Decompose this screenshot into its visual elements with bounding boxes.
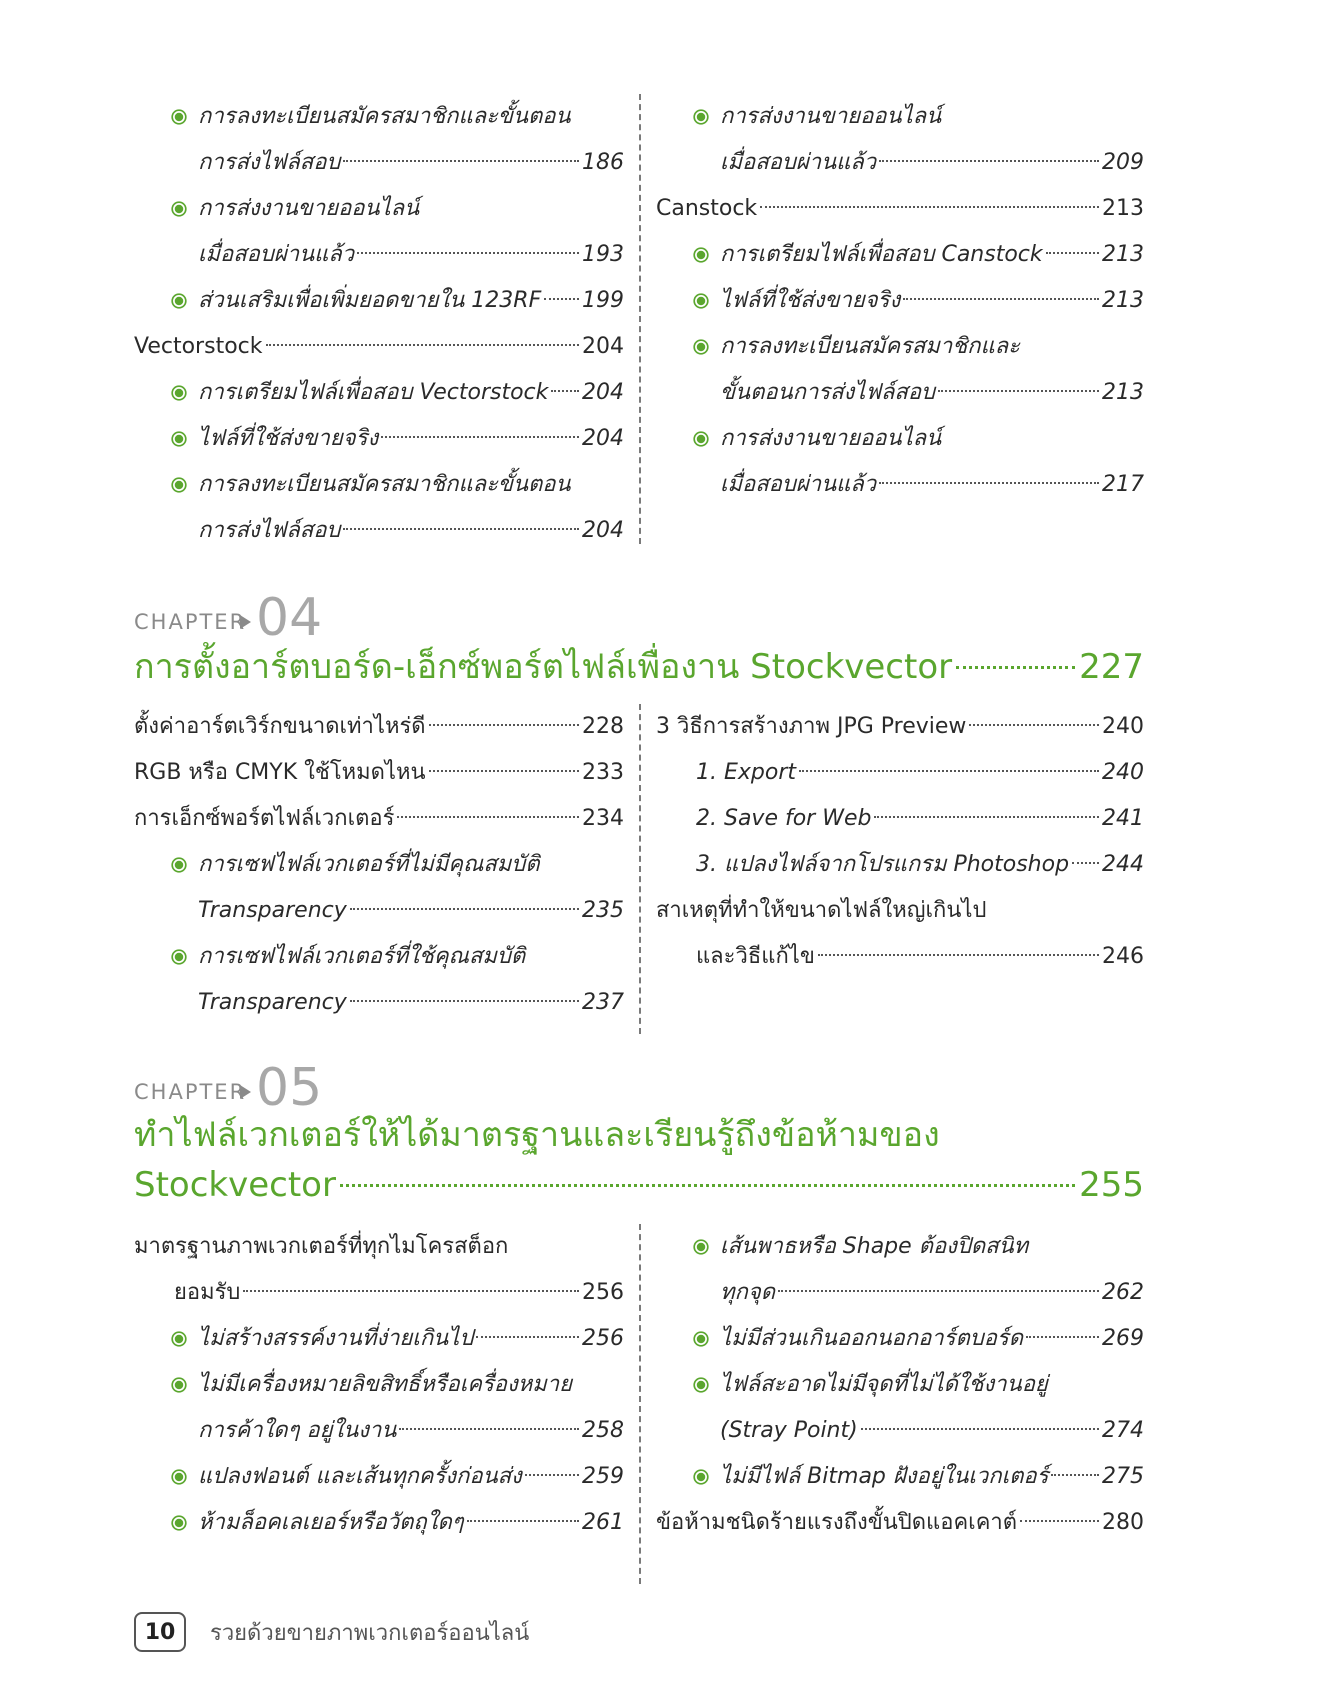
bullet-icon: [174, 94, 192, 140]
dot-leader: [879, 482, 1099, 484]
bullet-icon: [696, 1224, 714, 1270]
toc-entry-page: 233: [582, 760, 624, 785]
toc-entry[interactable]: [696, 934, 1144, 980]
toc-entry-title: ไม่มีส่วนเกินออกนอกอาร์ตบอร์ด: [720, 1326, 1024, 1351]
toc-entry[interactable]: [720, 1224, 1144, 1270]
toc-entry-title: (Stray Point): [720, 1418, 858, 1443]
dot-leader: [399, 1428, 579, 1430]
toc-entry-page: 204: [582, 334, 624, 359]
toc-entry[interactable]: [174, 1270, 624, 1316]
dot-leader: [476, 1336, 579, 1338]
toc-entry[interactable]: [720, 1316, 1144, 1362]
toc-entry[interactable]: [656, 1500, 1144, 1546]
dot-leader: [969, 724, 1099, 726]
toc-entry[interactable]: [198, 416, 624, 462]
toc-entry-title: แปลงฟอนต์ และเส้นทุกครั้งก่อนส่ง: [198, 1464, 522, 1489]
toc-entry-page: 204: [582, 380, 624, 405]
toc-entry-title: การส่งงานขายออนไลน์: [720, 426, 942, 451]
toc-entry-title: ไม่มีเครื่องหมายลิขสิทธิ์หรือเครื่องหมาย: [198, 1372, 572, 1397]
bullet-icon: [696, 278, 714, 324]
toc-entry-page: 240: [1102, 760, 1144, 785]
bullet-icon: [696, 1316, 714, 1362]
toc-entry-title: การส่งไฟล์สอบ: [198, 150, 341, 175]
toc-entry-page: 213: [1102, 242, 1144, 267]
bullet-icon: [696, 1454, 714, 1500]
toc-section-continued: [134, 94, 1144, 554]
toc-entry-page: 228: [582, 714, 624, 739]
toc-entry-title: การเตรียมไฟล์เพื่อสอบ Vectorstock: [198, 380, 549, 405]
dot-leader: [874, 816, 1099, 818]
chapter-label: CHAPTER: [134, 610, 247, 634]
toc-entry[interactable]: [656, 186, 1144, 232]
chapter-04: [134, 588, 1144, 1015]
toc-entry-title: ส่วนเสริมเพื่อเพิ่มยอดขายใน 123RF: [198, 288, 542, 313]
toc-entry[interactable]: [198, 1362, 624, 1408]
dot-leader: [525, 1474, 579, 1476]
dot-leader: [340, 1184, 1075, 1187]
chapter-number: 04: [256, 588, 323, 648]
book-title: รวยด้วยขายภาพเวกเตอร์ออนไลน์: [210, 1620, 530, 1646]
toc-entry-page: 246: [1102, 944, 1144, 969]
chapter-arrow-icon: [240, 615, 251, 629]
toc-entry-page: 244: [1102, 852, 1144, 877]
toc-entry-title: Transparency: [198, 990, 347, 1015]
toc-entry[interactable]: [720, 94, 1144, 140]
toc-entry-page: 193: [582, 242, 624, 267]
toc-entry-page: 269: [1102, 1326, 1144, 1351]
toc-entry-title: การลงทะเบียนสมัครสมาชิกและขั้นตอน: [198, 472, 571, 497]
toc-entry[interactable]: [656, 704, 1144, 750]
toc-entry[interactable]: [720, 140, 1144, 186]
toc-entry-title: ห้ามล็อคเลเยอร์หรือวัตถุใดๆ: [198, 1510, 464, 1535]
toc-entry-title: 3. แปลงไฟล์จากโปรแกรม Photoshop: [696, 852, 1070, 877]
toc-entry-title: ไม่มีไฟล์ Bitmap ฝังอยู่ในเวกเตอร์: [720, 1464, 1049, 1489]
toc-entry-title: ไฟล์ที่ใช้ส่งขายจริง: [198, 426, 379, 451]
chapter-number: 05: [256, 1058, 323, 1118]
toc-entry-title: การลงทะเบียนสมัครสมาชิกและขั้นตอน: [198, 104, 571, 129]
toc-entry-title: มาตรฐานภาพเวกเตอร์ที่ทุกไมโครสต็อก: [134, 1234, 509, 1259]
toc-entry-title: การส่งงานขายออนไลน์: [198, 196, 420, 221]
chapter-label: CHAPTER: [134, 1080, 247, 1104]
toc-entry-page: 213: [1102, 196, 1144, 221]
toc-entry[interactable]: [198, 1500, 624, 1546]
dot-leader: [266, 344, 580, 346]
bullet-icon: [174, 1362, 192, 1408]
dot-leader: [760, 206, 1099, 208]
chapter-title-row[interactable]: [134, 1162, 1144, 1208]
toc-entry-title: การเซฟไฟล์เวกเตอร์ที่ใช้คุณสมบัติ: [198, 944, 526, 969]
toc-entry-title: Canstock: [656, 196, 758, 221]
toc-entry-title: RGB หรือ CMYK ใช้โหมดไหน: [134, 760, 426, 785]
toc-entry[interactable]: [198, 1454, 624, 1500]
dot-leader: [544, 298, 579, 300]
toc-entry[interactable]: [134, 750, 624, 796]
toc-entry[interactable]: [134, 324, 624, 370]
dot-leader: [1072, 862, 1099, 864]
dot-leader: [818, 954, 1099, 956]
toc-entry-page: 213: [1102, 380, 1144, 405]
dot-leader: [799, 770, 1099, 772]
toc-entry-page: 237: [582, 990, 624, 1015]
dot-leader: [429, 770, 579, 772]
dot-leader: [551, 390, 579, 392]
toc-entry[interactable]: [198, 1408, 624, 1454]
dot-leader: [861, 1428, 1099, 1430]
toc-entry[interactable]: [134, 796, 624, 842]
bullet-icon: [174, 1454, 192, 1500]
bullet-icon: [696, 232, 714, 278]
toc-entry[interactable]: [134, 1224, 624, 1270]
toc-entry-title: การค้าใดๆ อยู่ในงาน: [198, 1418, 397, 1443]
dot-leader: [1046, 252, 1099, 254]
toc-entry-title: ตั้งค่าอาร์ตเวิร์กขนาดเท่าไหร่ดี: [134, 714, 426, 739]
chapter-page: 227: [1079, 647, 1144, 687]
toc-entry[interactable]: [198, 278, 624, 324]
toc-entry-page: 199: [582, 288, 624, 313]
toc-entry-title: เมื่อสอบผ่านแล้ว: [720, 472, 877, 497]
toc-entry[interactable]: [198, 462, 624, 508]
toc-entry-title: ข้อห้ามชนิดร้ายแรงถึงขั้นปิดแอคเคาต์: [656, 1510, 1018, 1535]
toc-entry[interactable]: [720, 1270, 1144, 1316]
chapter-title: การตั้งอาร์ตบอร์ด-เอ็กซ์พอร์ตไฟล์เพื่องาน Stockvector: [134, 647, 953, 687]
toc-entry[interactable]: [720, 232, 1144, 278]
toc-entry[interactable]: [696, 750, 1144, 796]
toc-entry-title: Vectorstock: [134, 334, 263, 359]
page-number: 10: [134, 1612, 186, 1652]
toc-entry-page: 234: [582, 806, 624, 831]
dot-leader: [357, 252, 579, 254]
toc-entry-page: 258: [582, 1418, 624, 1443]
toc-entry-title: การส่งไฟล์สอบ: [198, 518, 341, 543]
dot-leader: [350, 1000, 579, 1002]
bullet-icon: [174, 934, 192, 980]
chapter-title: ทำไฟล์เวกเตอร์ให้ได้มาตรฐานและเรียนรู้ถึงข้อห้ามของ: [134, 1115, 940, 1155]
toc-entry[interactable]: [696, 796, 1144, 842]
dot-leader: [397, 816, 579, 818]
toc-entry-title: ขั้นตอนการส่งไฟล์สอบ: [720, 380, 936, 405]
toc-entry-title: ยอมรับ: [174, 1280, 241, 1305]
toc-entry-page: 256: [582, 1326, 624, 1351]
toc-entry[interactable]: [198, 140, 624, 186]
toc-entry-title: ไฟล์สะอาดไม่มีจุดที่ไม่ได้ใช้งานอยู่: [720, 1372, 1048, 1397]
toc-entry-page: 204: [582, 518, 624, 543]
dot-leader: [879, 160, 1099, 162]
bullet-icon: [174, 842, 192, 888]
bullet-icon: [696, 324, 714, 370]
toc-entry-page: 209: [1102, 150, 1144, 175]
dot-leader: [1020, 1520, 1099, 1522]
toc-entry[interactable]: [656, 888, 1144, 934]
toc-entry[interactable]: [198, 842, 624, 888]
bullet-icon: [174, 278, 192, 324]
dot-leader: [1026, 1336, 1099, 1338]
column-divider: [639, 94, 641, 544]
toc-entry-title: 3 วิธีการสร้างภาพ JPG Preview: [656, 714, 967, 739]
toc-entry[interactable]: [696, 842, 1144, 888]
bullet-icon: [174, 1500, 192, 1546]
toc-entry-title: การเตรียมไฟล์เพื่อสอบ Canstock: [720, 242, 1043, 267]
chapter-title-row[interactable]: [134, 644, 1144, 690]
toc-entry-title: สาเหตุที่ทำให้ขนาดไฟล์ใหญ่เกินไป: [656, 898, 987, 923]
toc-entry[interactable]: [198, 1316, 624, 1362]
toc-entry-page: 274: [1102, 1418, 1144, 1443]
toc-entry-title: ไม่สร้างสรรค์งานที่ง่ายเกินไป: [198, 1326, 474, 1351]
dot-leader: [903, 298, 1099, 300]
toc-entry[interactable]: [134, 704, 624, 750]
toc-entry-page: 204: [582, 426, 624, 451]
toc-entry-page: 240: [1102, 714, 1144, 739]
toc-entry-title: การเซฟไฟล์เวกเตอร์ที่ไม่มีคุณสมบัติ: [198, 852, 540, 877]
toc-entry[interactable]: [720, 1408, 1144, 1454]
toc-entry[interactable]: [198, 186, 624, 232]
bullet-icon: [174, 1316, 192, 1362]
bullet-icon: [696, 1362, 714, 1408]
toc-entry-page: 280: [1102, 1510, 1144, 1535]
toc-entry-title: เส้นพาธหรือ Shape ต้องปิดสนิท: [720, 1234, 1029, 1259]
dot-leader: [938, 390, 1099, 392]
page-footer: [134, 1612, 529, 1652]
toc-entry-title: การเอ็กซ์พอร์ตไฟล์เวกเตอร์: [134, 806, 395, 831]
chapter-05: [134, 1058, 1144, 1535]
toc-entry-page: 186: [582, 150, 624, 175]
chapter-title-line2: Stockvector: [134, 1165, 336, 1205]
toc-entry[interactable]: [720, 1454, 1144, 1500]
toc-entry-page: 217: [1102, 472, 1144, 497]
dot-leader: [350, 908, 579, 910]
toc-entry[interactable]: [720, 278, 1144, 324]
toc-entry-title: 2. Save for Web: [696, 806, 872, 831]
toc-entry[interactable]: [720, 416, 1144, 462]
toc-entry[interactable]: [198, 94, 624, 140]
toc-entry[interactable]: [198, 370, 624, 416]
toc-entry[interactable]: [720, 1362, 1144, 1408]
toc-entry-page: 275: [1102, 1464, 1144, 1489]
bullet-icon: [696, 94, 714, 140]
toc-entry-title: ทุกจุด: [720, 1280, 775, 1305]
toc-entry-title: และวิธีแก้ไข: [696, 944, 815, 969]
toc-entry[interactable]: [198, 508, 624, 554]
dot-leader: [429, 724, 579, 726]
bullet-icon: [174, 186, 192, 232]
bullet-icon: [174, 370, 192, 416]
dot-leader: [243, 1290, 579, 1292]
toc-entry[interactable]: [198, 232, 624, 278]
dot-leader: [1051, 1474, 1099, 1476]
dot-leader: [778, 1290, 1099, 1292]
toc-entry-page: 261: [582, 1510, 624, 1535]
toc-entry-title: ไฟล์ที่ใช้ส่งขายจริง: [720, 288, 901, 313]
dot-leader: [381, 436, 579, 438]
column-divider: [639, 704, 641, 1034]
toc-entry-page: 235: [582, 898, 624, 923]
toc-entry-page: 256: [582, 1280, 624, 1305]
toc-entry-page: 259: [582, 1464, 624, 1489]
dot-leader: [343, 160, 579, 162]
toc-entry[interactable]: [720, 324, 1144, 370]
toc-entry-title: Transparency: [198, 898, 347, 923]
toc-entry-page: 213: [1102, 288, 1144, 313]
toc-entry-title: เมื่อสอบผ่านแล้ว: [720, 150, 877, 175]
column-divider: [639, 1224, 641, 1584]
toc-entry-title: เมื่อสอบผ่านแล้ว: [198, 242, 355, 267]
bullet-icon: [174, 462, 192, 508]
dot-leader: [956, 666, 1075, 669]
toc-entry-title: การส่งงานขายออนไลน์: [720, 104, 942, 129]
toc-entry[interactable]: [198, 888, 624, 934]
dot-leader: [467, 1520, 579, 1522]
toc-entry-page: 241: [1102, 806, 1144, 831]
chapter-arrow-icon: [240, 1085, 251, 1099]
toc-entry[interactable]: [198, 934, 624, 980]
toc-entry[interactable]: [198, 980, 624, 1026]
toc-entry[interactable]: [720, 462, 1144, 508]
chapter-page: 255: [1079, 1165, 1144, 1205]
bullet-icon: [174, 416, 192, 462]
bullet-icon: [696, 416, 714, 462]
toc-entry-page: 262: [1102, 1280, 1144, 1305]
toc-entry-title: 1. Export: [696, 760, 796, 785]
dot-leader: [343, 528, 579, 530]
toc-entry[interactable]: [720, 370, 1144, 416]
toc-entry-title: การลงทะเบียนสมัครสมาชิกและ: [720, 334, 1020, 359]
chapter-title-line1[interactable]: [134, 1112, 1144, 1158]
